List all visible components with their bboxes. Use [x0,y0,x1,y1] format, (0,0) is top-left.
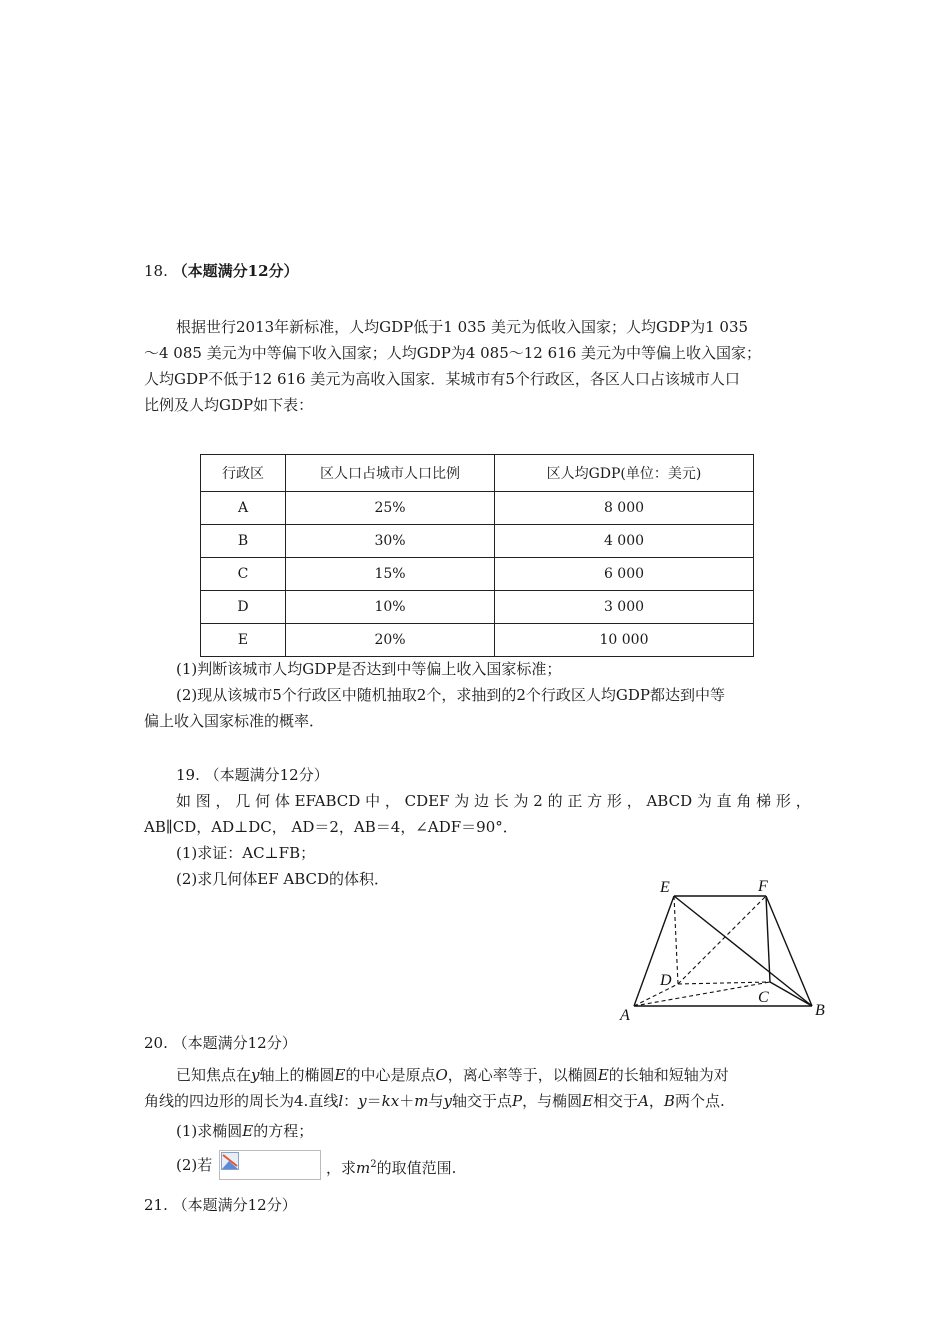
q20-text: 的中心是原点 [345,1066,436,1084]
q20-var: O [435,1066,448,1084]
q18-parts [144,656,725,734]
table-cell: 3 000 [495,591,754,624]
table-row [201,558,754,591]
table-cell: E [201,624,286,657]
table-cell: 25% [286,492,495,525]
table-cell: 20% [286,624,495,657]
q20-var: y [443,1092,452,1110]
q20-text: ，求 [326,1159,357,1177]
q20-var: B [663,1092,675,1110]
q20-text: 的长轴和短轴为对 [608,1066,729,1084]
q18-title [144,260,299,281]
table-row [201,624,754,657]
table-cell: 30% [286,525,495,558]
q18-intro-line-2: ～4 085 美元为中等偏下收入国家；人均GDP为4 085～12 616 美元为中等偏上收入国家； [144,344,762,362]
table-cell: 6 000 [495,558,754,591]
label-E: E [660,879,670,896]
edge-CB [770,982,812,1006]
q20-text: 的方程； [253,1122,314,1140]
edge-DC [678,982,770,984]
edge-EB [674,896,812,1006]
q20-text: 轴交于点 [451,1092,512,1110]
table-header-row [201,455,754,492]
q20-var: E [334,1066,346,1084]
label-D: D [660,972,672,989]
q20-var: E [597,1066,609,1084]
q20-text: ＋ [399,1092,415,1110]
table-cell: C [201,558,286,591]
label-B: B [815,1002,825,1019]
label-C: C [758,989,769,1006]
table-cell: B [201,525,286,558]
q20-part-1 [176,1118,313,1144]
q20-text: ： [343,1092,359,1110]
q19-part-1: (1)求证：AC⊥FB； [176,844,316,862]
broken-image-placeholder [219,1150,321,1180]
edge-AC [634,982,770,1006]
q20-var: y [251,1066,260,1084]
q20-text: 轴上的椭圆 [259,1066,335,1084]
q20-text: 已知焦点在 [176,1066,252,1084]
table-header-cell: 行政区 [201,455,286,492]
q18-part-2-line-2: 偏上收入国家标准的概率． [144,712,325,730]
q20-part-2-lead: (2)若 [176,1156,213,1174]
q20-text: ＝ [366,1092,382,1110]
q20-text: ， [648,1092,664,1110]
q18-part-1: (1)判断该城市人均GDP是否达到中等偏上收入国家标准； [176,660,562,678]
label-F: F [758,878,768,895]
q20-text: ，与椭圆 [522,1092,583,1110]
label-A: A [620,1007,630,1024]
table-cell: D [201,591,286,624]
q18-number: 18. [144,262,168,280]
q20-line-2 [144,1088,725,1114]
q20-text: 两个点. [674,1092,725,1110]
q18-intro-line-3: 人均GDP不低于12 616 美元为高收入国家．某城市有5个行政区，各区人口占该城市人口 [144,370,740,388]
table-cell: 8 000 [495,492,754,525]
edge-FB [766,896,812,1006]
q20-var: P [511,1092,523,1110]
edge-ED [674,896,678,984]
q20-var: l [338,1092,344,1110]
q19-title: 19. （本题满分12分） [176,766,329,784]
table-header-cell: 区人口占城市人口比例 [286,455,495,492]
q20-var: m [356,1159,371,1177]
q20-line-1 [176,1062,729,1088]
q20-var: E [582,1092,594,1110]
broken-image-icon [221,1152,239,1170]
gdp-table [200,454,754,657]
q20-title: 20. （本题满分12分） [144,1034,297,1052]
geometry-figure [612,872,834,1024]
table-row [201,525,754,558]
q20-text: ，离心率等于，以椭圆 [447,1066,598,1084]
q20-var: A [638,1092,649,1110]
q18-part-2-line-1: (2)现从该城市5个行政区中随机抽取2个，求抽到的2个行政区人均GDP都达到中等 [176,686,725,704]
q20-var: m [414,1092,429,1110]
table-row [201,492,754,525]
q20-var: y [358,1092,367,1110]
q20-text: 与 [428,1092,444,1110]
q19-part-2: (2)求几何体EF ABCD的体积． [176,870,390,888]
q20-var: kx [381,1092,400,1110]
q20-var: E [242,1122,254,1140]
q20-superscript: 2 [370,1159,377,1170]
q20-text: 相交于 [593,1092,639,1110]
q20-text: 角线的四边形的周长为4.直线 [144,1092,339,1110]
q19-line-2: AB∥CD，AD⊥DC， AD＝2，AB＝4，∠ADF＝90°． [144,818,518,836]
q18-intro-line-1: 根据世行2013年新标准，人均GDP低于1 035 美元为低收入国家；人均GDP为1 035 [176,318,749,336]
q19-line-1: 如 图 ， 几 何 体 EFABCD 中 ， CDEF 为 边 长 为 2 的 正 方 形 ， ABCD 为 直 角 梯 形 ， [176,792,811,810]
table-cell: 10% [286,591,495,624]
table-cell: 10 000 [495,624,754,657]
table-header-cell: 区人均GDP(单位：美元) [495,455,754,492]
table-cell: 15% [286,558,495,591]
table-cell: A [201,492,286,525]
q21-title: 21. （本题满分12分） [144,1196,297,1214]
table-row [201,591,754,624]
table-cell: 4 000 [495,525,754,558]
q18-score: （本题满分12分） [172,262,299,280]
q18-intro-line-4: 比例及人均GDP如下表： [144,396,314,414]
q18-intro [144,314,761,418]
q20-part-2-tail [326,1152,456,1181]
q20-text: 的取值范围. [376,1159,457,1177]
q20-text: (1)求椭圆 [176,1122,243,1140]
